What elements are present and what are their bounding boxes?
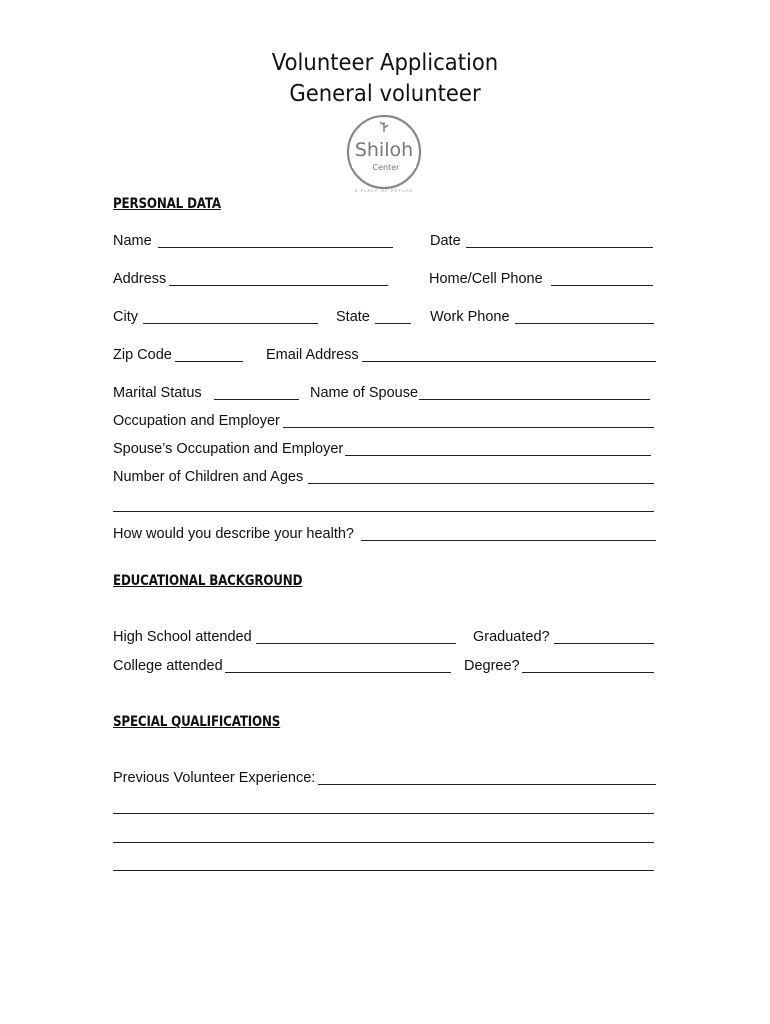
children-field-line-2[interactable]	[113, 511, 654, 512]
children-label: Number of Children and Ages	[113, 469, 304, 485]
logo-subtext: Center	[372, 163, 400, 172]
form-title: Volunteer Application	[271, 50, 499, 76]
city-field[interactable]	[143, 323, 318, 324]
zip-label: Zip Code	[113, 347, 172, 363]
section-education-heading: EDUCATIONAL BACKGROUND	[113, 573, 303, 589]
section-personal-heading: PERSONAL DATA	[113, 196, 221, 212]
shiloh-logo	[342, 108, 426, 196]
name-field[interactable]	[158, 247, 393, 248]
college-field[interactable]	[225, 672, 451, 673]
degree-label: Degree?	[464, 658, 520, 674]
section-special-heading: SPECIAL QUALIFICATIONS	[113, 714, 281, 730]
marital-label: Marital Status	[113, 385, 202, 401]
volunteer-exp-line-2[interactable]	[113, 813, 654, 814]
name-label: Name	[113, 233, 152, 249]
degree-field[interactable]	[522, 672, 654, 673]
spouse-occupation-label: Spouse’s Occupation and Employer	[113, 441, 344, 457]
state-label: State	[336, 309, 370, 325]
occupation-label: Occupation and Employer	[113, 413, 280, 429]
volunteer-exp-field[interactable]	[318, 784, 656, 785]
volunteer-exp-line-4[interactable]	[113, 870, 654, 871]
health-label: How would you describe your health?	[113, 526, 354, 542]
form-subtitle: General volunteer	[289, 81, 481, 107]
home-phone-label: Home/Cell Phone	[429, 271, 543, 287]
occupation-field[interactable]	[283, 427, 654, 428]
high-school-field[interactable]	[256, 643, 456, 644]
logo-ring-text: A PLACE OF REFUGE	[354, 188, 414, 193]
spouse-name-label: Name of Spouse	[310, 385, 419, 401]
children-field[interactable]	[308, 483, 654, 484]
home-phone-field[interactable]	[551, 285, 653, 286]
volunteer-exp-label: Previous Volunteer Experience:	[113, 770, 316, 786]
email-label: Email Address	[266, 347, 359, 363]
date-label: Date	[430, 233, 461, 249]
work-phone-field[interactable]	[515, 323, 654, 324]
health-field[interactable]	[361, 540, 656, 541]
date-field[interactable]	[466, 247, 653, 248]
address-field[interactable]	[169, 285, 388, 286]
marital-field[interactable]	[214, 399, 299, 400]
state-field[interactable]	[375, 323, 411, 324]
email-field[interactable]	[362, 361, 656, 362]
college-label: College attended	[113, 658, 223, 674]
city-label: City	[113, 309, 138, 325]
address-label: Address	[113, 271, 167, 287]
graduated-field[interactable]	[554, 643, 654, 644]
volunteer-exp-line-3[interactable]	[113, 842, 654, 843]
high-school-label: High School attended	[113, 629, 252, 645]
logo-text: Shiloh	[354, 139, 414, 161]
graduated-label: Graduated?	[473, 629, 550, 645]
work-phone-label: Work Phone	[430, 309, 510, 325]
zip-field[interactable]	[175, 361, 243, 362]
spouse-occupation-field[interactable]	[345, 455, 651, 456]
spouse-name-field[interactable]	[419, 399, 650, 400]
